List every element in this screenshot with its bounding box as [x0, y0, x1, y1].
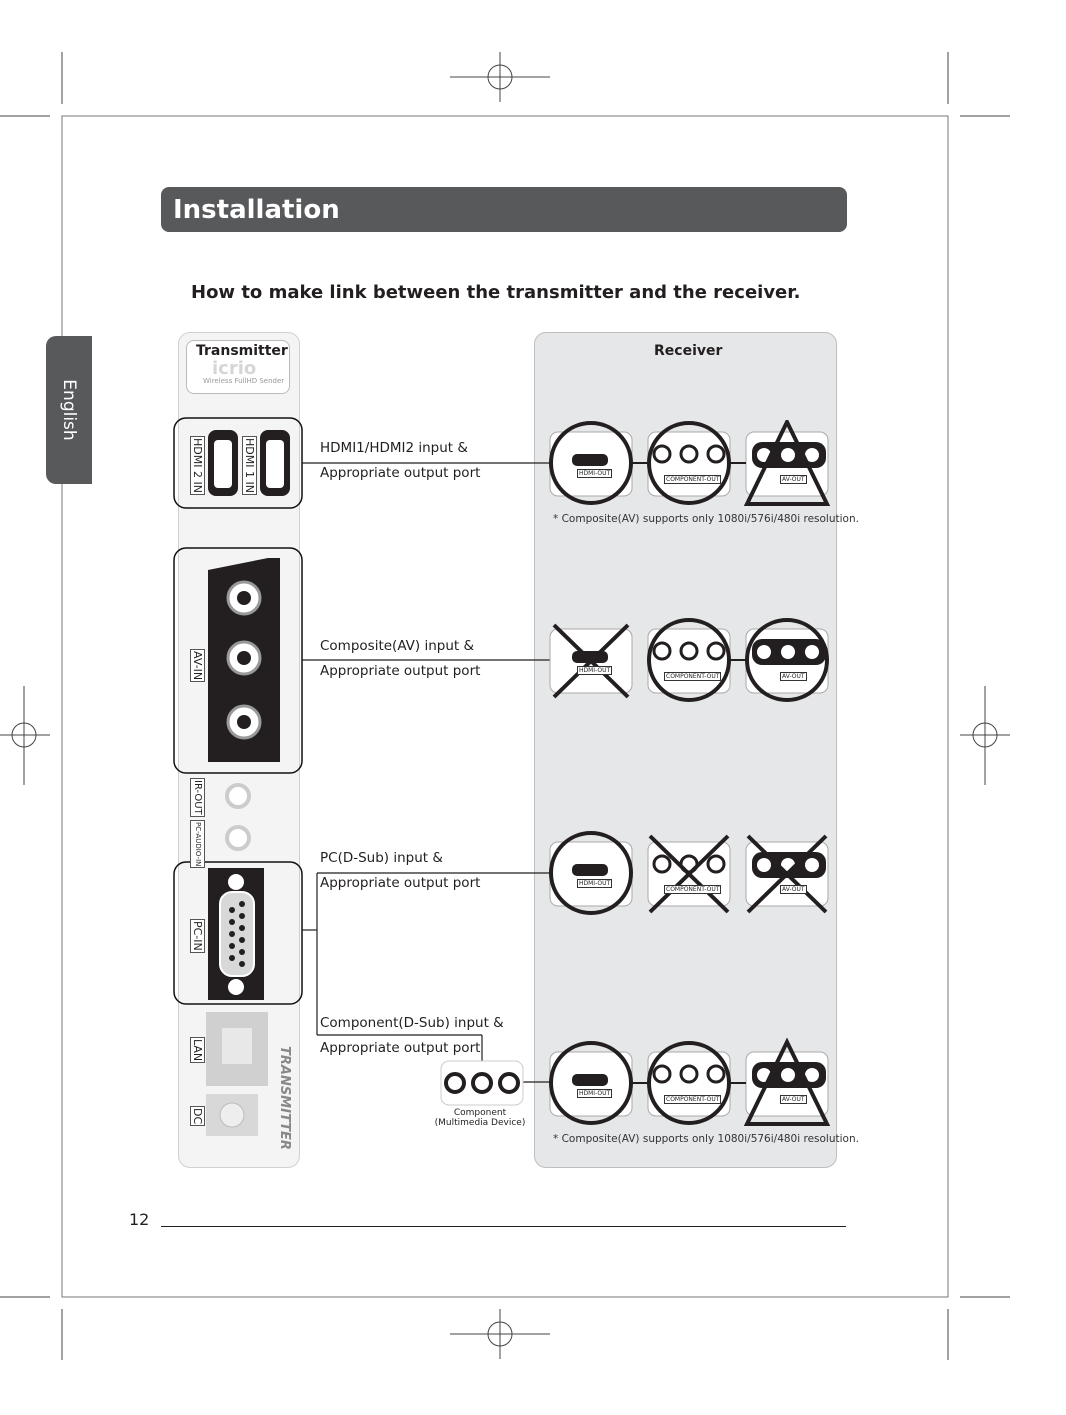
connection-1-line1: HDMI1/HDMI2 input &	[320, 440, 468, 456]
port-tag-ir: IR-OUT	[192, 780, 203, 815]
rx-label-av-row3: AV-OUT	[782, 886, 805, 893]
rx-label-av-row2: AV-OUT	[782, 673, 805, 680]
rx-label-component-row2: COMPONENT-OUT	[666, 673, 720, 680]
connection-3-line2: Appropriate output port	[320, 875, 481, 891]
transmitter-logo-tagline: Wireless FullHD Sender	[203, 377, 285, 385]
port-tag-dc: DC	[191, 1108, 204, 1125]
rx-label-hdmi-row4: HDMI-OUT	[579, 1090, 611, 1097]
subtitle: How to make link between the transmitter and the receiver.	[191, 282, 801, 303]
connection-2-line2: Appropriate output port	[320, 663, 481, 679]
page-number: 12	[129, 1210, 150, 1229]
rx-label-hdmi-row3: HDMI-OUT	[579, 880, 611, 887]
resolution-note-1: * Composite(AV) supports only 1080i/576i/480i resolution.	[553, 513, 859, 525]
port-tag-av: AV-IN	[191, 651, 204, 681]
footer-rule	[161, 1226, 846, 1227]
connection-4-line2: Appropriate output port	[320, 1040, 481, 1056]
connection-3-line1: PC(D-Sub) input &	[320, 850, 443, 866]
section-title: Installation	[173, 195, 340, 225]
connection-1-line2: Appropriate output port	[320, 465, 481, 481]
rx-label-component-row3: COMPONENT-OUT	[666, 886, 720, 893]
rx-label-component-row4: COMPONENT-OUT	[666, 1096, 720, 1103]
rx-label-component-row1: COMPONENT-OUT	[666, 476, 720, 483]
transmitter-logo: icrio	[212, 358, 257, 379]
receiver-ports-art	[540, 420, 840, 1140]
connection-4-line1: Component(D-Sub) input &	[320, 1015, 504, 1031]
component-device-label-1: Component	[453, 1108, 507, 1118]
connection-2-line1: Composite(AV) input &	[320, 638, 475, 654]
transmitter-label: Transmitter	[196, 343, 288, 359]
resolution-note-2: * Composite(AV) supports only 1080i/576i/480i resolution.	[553, 1133, 859, 1145]
language-tab-label: English	[59, 379, 79, 441]
transmitter-side-text: TRANSMITTER	[277, 1046, 292, 1150]
rx-label-hdmi-row1: HDMI-OUT	[579, 470, 611, 477]
port-tag-hdmi2: HDMI 2 IN	[191, 438, 204, 493]
rx-label-hdmi-row2: HDMI-OUT	[579, 667, 611, 674]
rx-label-av-row4: AV-OUT	[782, 1096, 805, 1103]
receiver-label: Receiver	[654, 343, 723, 359]
port-tag-pcaudio: PC-AUDIO-IN	[190, 820, 205, 868]
rx-label-av-row1: AV-OUT	[782, 476, 805, 483]
port-tag-pc: PC-IN	[191, 921, 204, 951]
port-tag-lan: LAN	[191, 1039, 204, 1062]
component-device-art	[440, 1060, 524, 1106]
port-tag-hdmi1: HDMI 1 IN	[243, 438, 256, 493]
component-device-label-2: (Multimedia Device)	[434, 1118, 526, 1128]
